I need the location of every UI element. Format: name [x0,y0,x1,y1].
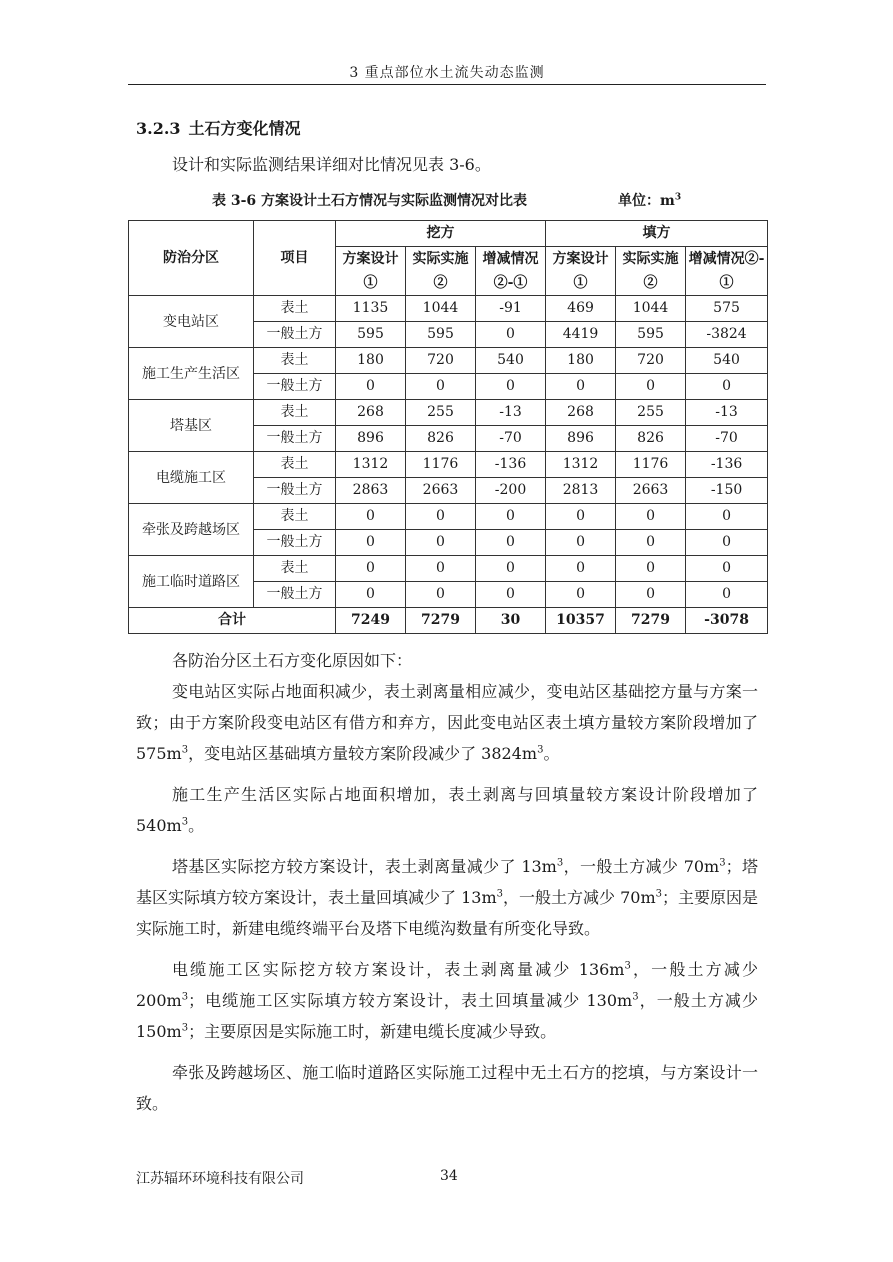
zone-cell: 施工生产生活区 [129,348,254,400]
total-cell: 30 [476,608,546,634]
total-cell: 7279 [616,608,686,634]
value-cell: 0 [616,374,686,400]
item-cell: 表土 [254,348,336,374]
total-cell: -3078 [686,608,768,634]
page-number: 34 [440,1168,458,1184]
value-cell: 0 [336,374,406,400]
value-cell: 0 [686,530,768,556]
value-cell: 595 [616,322,686,348]
running-header: 3 重点部位水土流失动态监测 [349,65,545,81]
header-fill-change: 增减情况②-① [686,247,768,296]
value-cell: 0 [336,530,406,556]
value-cell: 0 [406,556,476,582]
value-cell: -150 [686,478,768,504]
value-cell: 595 [336,322,406,348]
item-cell: 一般土方 [254,426,336,452]
header-excavation: 挖方 [336,221,546,247]
section-title: 土石方变化情况 [188,119,301,138]
total-cell: 7249 [336,608,406,634]
value-cell: 0 [476,582,546,608]
item-cell: 一般土方 [254,322,336,348]
value-cell: 1312 [336,452,406,478]
value-cell: 0 [546,582,616,608]
footer-company: 江苏辐环环境科技有限公司 [136,1171,304,1187]
value-cell: 0 [546,556,616,582]
value-cell: -70 [686,426,768,452]
value-cell: 0 [546,374,616,400]
item-cell: 一般土方 [254,530,336,556]
table-row [129,348,768,374]
value-cell: 0 [476,530,546,556]
value-cell: 0 [336,582,406,608]
value-cell: 0 [686,374,768,400]
header-excavation-design: 方案设计① [336,247,406,296]
header-fill: 填方 [546,221,768,247]
cable-construction-paragraph: 电缆施工区实际挖方较方案设计，表土剥离量减少 $136m^3$，一般土方减少 $200m^3$；电缆施工区实际填方较方案设计，表土回填量减少 $130m^3$，一般土方减少 $150m^3$；主要原因是实际施工时，新建电缆长度减少导致。 [136,960,758,1041]
value-cell: 0 [476,556,546,582]
value-cell: 720 [406,348,476,374]
table-row [129,296,768,322]
item-cell: 一般土方 [254,582,336,608]
tower-base-paragraph: 塔基区实际挖方较方案设计，表土剥离量减少了 $13m^3$，一般土方减少 $70m^3$；塔基区实际填方较方案设计，表土量回填减少了 $13m^3$，一般土方减少 $70m^3$；主要原因是实际施工时，新建电缆终端平台及塔下电缆沟数量有所变化导致。 [136,857,759,938]
value-cell: 0 [406,504,476,530]
item-cell: 表土 [254,504,336,530]
zone-cell: 塔基区 [129,400,254,452]
value-cell: 0 [616,582,686,608]
value-cell: 469 [546,296,616,322]
value-cell: 0 [616,504,686,530]
zone-cell: 变电站区 [129,296,254,348]
header-rule [128,84,766,85]
value-cell: 4419 [546,322,616,348]
total-cell: 7279 [406,608,476,634]
table-row [129,452,768,478]
value-cell: 595 [406,322,476,348]
section-number: 3.2.3 [136,119,181,138]
value-cell: -91 [476,296,546,322]
zone-cell: 施工临时道路区 [129,556,254,608]
section-heading [136,116,301,139]
value-cell: -13 [476,400,546,426]
value-cell: 1044 [406,296,476,322]
zone-cell: 电缆施工区 [129,452,254,504]
item-cell: 一般土方 [254,478,336,504]
intro-paragraph: 设计和实际监测结果详细对比情况见表 3-6。 [172,155,491,174]
table-row [129,504,768,530]
table-body [129,296,768,608]
value-cell: 0 [476,504,546,530]
value-cell: 1176 [616,452,686,478]
reasons-intro-paragraph: 各防治分区土石方变化原因如下： [172,651,413,670]
value-cell: 896 [336,426,406,452]
table-caption-title: 表 3-6 方案设计土石方情况与实际监测情况对比表 [212,193,528,209]
item-cell: 一般土方 [254,374,336,400]
value-cell: 2663 [616,478,686,504]
item-cell: 表土 [254,400,336,426]
total-label: 合计 [129,608,336,634]
header-zone: 防治分区 [129,221,254,296]
table-unit: 单位：$m^3$ [618,192,682,209]
body-text [136,645,758,1119]
value-cell: 0 [686,504,768,530]
table-row [129,556,768,582]
earthwork-comparison-table [128,220,768,634]
value-cell: -136 [686,452,768,478]
value-cell: 0 [476,322,546,348]
value-cell: 0 [686,582,768,608]
value-cell: 540 [686,348,768,374]
value-cell: 826 [406,426,476,452]
value-cell: 0 [406,530,476,556]
value-cell: 1312 [546,452,616,478]
value-cell: 575 [686,296,768,322]
value-cell: 0 [476,374,546,400]
value-cell: 0 [406,582,476,608]
value-cell: 180 [546,348,616,374]
value-cell: 1135 [336,296,406,322]
value-cell: 0 [616,530,686,556]
value-cell: 0 [336,504,406,530]
value-cell: 0 [406,374,476,400]
value-cell: 2863 [336,478,406,504]
item-cell: 表土 [254,556,336,582]
value-cell: 0 [546,504,616,530]
value-cell: 268 [546,400,616,426]
header-excavation-change: 增减情况②-① [476,247,546,296]
zone-cell: 牵张及跨越场区 [129,504,254,556]
value-cell: 268 [336,400,406,426]
item-cell: 表土 [254,452,336,478]
value-cell: 0 [546,530,616,556]
value-cell: -136 [476,452,546,478]
header-fill-actual: 实际实施② [616,247,686,296]
value-cell: -70 [476,426,546,452]
value-cell: 0 [616,556,686,582]
table-row [129,400,768,426]
value-cell: -3824 [686,322,768,348]
value-cell: 826 [616,426,686,452]
value-cell: 180 [336,348,406,374]
value-cell: -200 [476,478,546,504]
value-cell: 255 [616,400,686,426]
header-fill-design: 方案设计① [546,247,616,296]
total-row [129,608,768,634]
total-cell: 10357 [546,608,616,634]
header-item: 项目 [254,221,336,296]
value-cell: 255 [406,400,476,426]
value-cell: 896 [546,426,616,452]
value-cell: -13 [686,400,768,426]
value-cell: 1044 [616,296,686,322]
value-cell: 540 [476,348,546,374]
substation-paragraph: 变电站区实际占地面积减少，表土剥离量相应减少，变电站区基础挖方量与方案一致；由于方案阶段变电站区有借方和弃方，因此变电站区表土填方量较方案阶段增加了 $575m^3$，变电站区基础填方量较方案阶段减少了 $3824m^3$。 [136,682,758,763]
value-cell: 2813 [546,478,616,504]
value-cell: 0 [686,556,768,582]
value-cell: 2663 [406,478,476,504]
item-cell: 表土 [254,296,336,322]
value-cell: 1176 [406,452,476,478]
construction-camp-paragraph: 施工生产生活区实际占地面积增加，表土剥离与回填量较方案设计阶段增加了 $540m^3$。 [136,785,758,835]
tension-road-paragraph: 牵张及跨越场区、施工临时道路区实际施工过程中无土石方的挖填，与方案设计一致。 [136,1063,758,1113]
table-header-row-1 [129,221,768,247]
header-excavation-actual: 实际实施② [406,247,476,296]
value-cell: 720 [616,348,686,374]
value-cell: 0 [336,556,406,582]
